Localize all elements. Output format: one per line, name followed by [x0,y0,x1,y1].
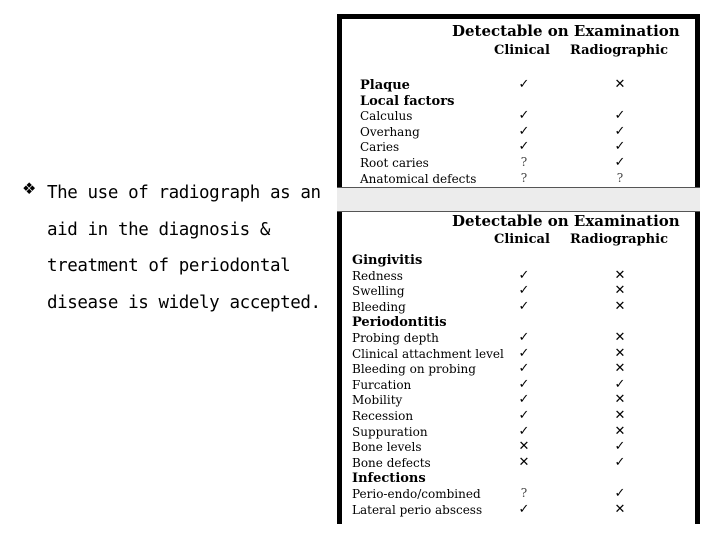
clinical-question-mark: ? [520,170,528,185]
clinical-check-icon: ✓ [518,392,530,408]
table-row [342,300,695,316]
table-row [342,331,695,347]
bullet-line-1: The use of radiograph as an [47,183,321,203]
table-row [342,378,695,394]
panel-separator [337,187,700,212]
radiographic-check-icon: ✓ [614,486,626,501]
radiographic-check-icon: ✓ [614,439,626,455]
radiographic-cross-icon: ✕ [614,361,626,377]
table-row [342,78,695,94]
table-row [342,253,695,269]
table-row [342,487,695,503]
bottom-col-clinical: Clinical [494,232,550,247]
radiographic-cross-icon: ✕ [614,77,626,92]
section-label: Gingivitis [352,253,423,268]
table-row [342,425,695,441]
clinical-check-icon: ✓ [518,267,530,283]
row-label: Recession [352,409,414,423]
row-label: Overhang [360,124,420,139]
row-label: Clinical attachment level [352,346,504,361]
bullet-line-3: treatment of periodontal [47,256,291,276]
bottom-table-panel [342,212,695,524]
clinical-cross-icon: ✕ [518,439,530,455]
radiographic-cross-icon: ✕ [614,330,626,345]
table-row [342,456,695,472]
clinical-check-icon: ✓ [518,77,530,92]
table-row [342,156,695,172]
clinical-check-icon: ✓ [518,408,530,423]
radiographic-cross-icon: ✕ [614,345,626,361]
table-row [342,440,695,456]
radiographic-check-icon: ✓ [614,108,626,124]
clinical-check-icon: ✓ [518,298,530,314]
radiographic-check-icon: ✓ [614,155,626,170]
top-table-panel [342,19,695,187]
clinical-check-icon: ✓ [518,501,530,517]
row-label: Bleeding [352,299,406,314]
radiographic-cross-icon: ✕ [614,423,626,439]
section-label: Plaque [360,78,410,93]
row-label: Probing depth [352,331,439,345]
section-label: Periodontitis [352,315,447,331]
row-label: Bone defects [352,455,431,470]
table-row [342,125,695,141]
radiographic-cross-icon: ✕ [614,408,626,423]
section-label: Infections [352,471,426,487]
bullet-line-2: aid in the diagnosis & [47,219,270,240]
table-row [342,172,695,188]
table-row [342,347,695,363]
table-row [342,503,695,519]
clinical-check-icon: ✓ [518,423,530,439]
row-label: Swelling [352,284,405,299]
table-row [342,269,695,285]
table-row [342,393,695,409]
clinical-check-icon: ✓ [518,139,530,155]
clinical-check-icon: ✓ [518,123,530,139]
table-row [342,471,695,487]
row-label: Bone levels [352,440,422,455]
clinical-question-mark: ? [520,155,528,169]
table-row [342,94,695,110]
bullet-point [22,175,332,321]
row-label: Suppuration [352,424,428,439]
row-label: Calculus [360,109,413,124]
clinical-check-icon: ✓ [518,330,530,345]
top-col-clinical: Clinical [494,43,550,58]
radiographic-question-mark: ? [616,170,624,185]
bottom-col-radiographic: Radiographic [570,232,668,247]
radiographic-cross-icon: ✕ [614,392,626,408]
radiographic-check-icon: ✓ [614,376,626,392]
table-row [342,315,695,331]
row-label: Redness [352,268,403,283]
row-label: Caries [360,140,400,155]
table-row [342,409,695,425]
radiographic-cross-icon: ✕ [614,283,626,299]
row-label: Mobility [352,393,403,408]
table-row [342,140,695,156]
clinical-check-icon: ✓ [518,376,530,392]
radiographic-check-icon: ✓ [614,139,626,155]
row-label: Anatomical defects [360,171,477,186]
bullet-line-4: disease is widely accepted. [47,292,321,313]
detection-table-figure [337,14,700,524]
row-label: Bleeding on probing [352,362,476,377]
row-label: Root caries [360,156,429,170]
radiographic-cross-icon: ✕ [614,298,626,314]
bottom-table-title: Detectable on Examination [452,212,680,230]
section-label: Local factors [360,93,455,109]
diamond-bullet-icon: ❖ [22,179,37,198]
radiographic-check-icon: ✓ [614,123,626,139]
radiographic-check-icon: ✓ [614,454,626,470]
clinical-question-mark: ? [520,486,528,500]
clinical-check-icon: ✓ [518,283,530,299]
table-row [342,109,695,125]
radiographic-cross-icon: ✕ [614,501,626,517]
top-table-title: Detectable on Examination [452,22,680,40]
table-row [342,284,695,300]
row-label: Perio-endo/combined [352,487,481,501]
top-col-radiographic: Radiographic [570,43,668,58]
row-label: Lateral perio abscess [352,502,483,517]
row-label: Furcation [352,377,412,392]
clinical-check-icon: ✓ [518,108,530,124]
clinical-check-icon: ✓ [518,345,530,361]
radiographic-cross-icon: ✕ [614,267,626,283]
table-row [342,362,695,378]
clinical-check-icon: ✓ [518,361,530,377]
clinical-cross-icon: ✕ [518,454,530,470]
